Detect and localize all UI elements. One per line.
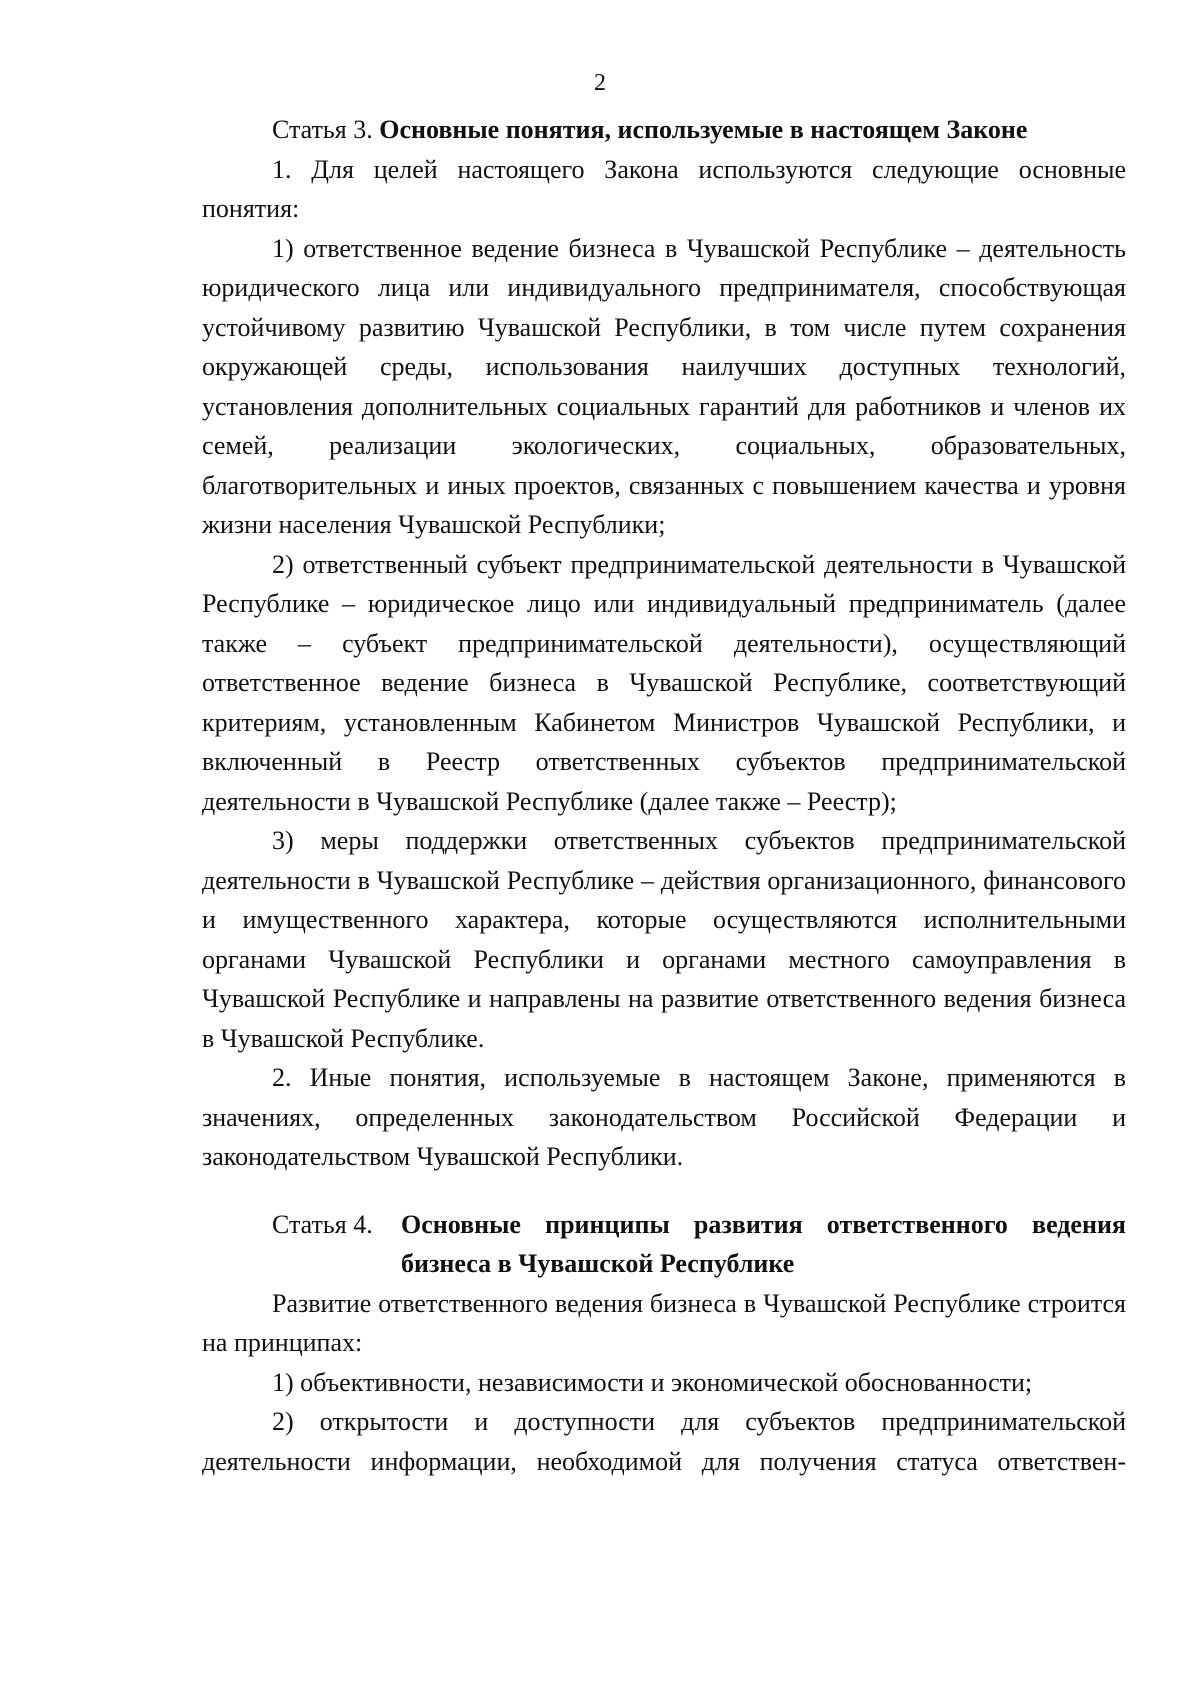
principle-2: 2) открытости и доступности для субъектов предпринимательской деятельности информации, необходимой для получения статуса ответствен- — [202, 1407, 1126, 1476]
article-3-paragraph-1: 1. Для целей настоящего Закона используются следующие основные понятия: — [202, 154, 1126, 223]
article-4-intro: Развитие ответственного ведения бизнеса в Чувашской Республике строится на принципах: — [202, 1288, 1126, 1357]
definition-3: 3) меры поддержки ответственных субъектов предпринимательской деятельности в Чувашской Республике – действия организационного, финансового и имущественного характера, которые осуществляются исполнительными органами Чувашской Республики и органами местного самоуправления в Чувашской Республике и направлены на развитие ответственного ведения бизнеса в Чувашской Республике. — [202, 826, 1126, 1053]
article-3-heading — [202, 110, 1126, 150]
article-3-label: Статья 3. — [272, 115, 373, 144]
article-3-title: Основные понятия, используемые в настоящем Законе — [379, 115, 1028, 144]
article-3-paragraph-2: 2. Иные понятия, используемые в настоящем Законе, применяются в значениях, определенных законодательством Российской Федерации и законодательством Чувашской Республики. — [202, 1063, 1126, 1171]
document-body — [202, 110, 1126, 1481]
article-4-title — [401, 1205, 1126, 1284]
article-4-title-line-2: бизнеса в Чувашской Республике — [401, 1249, 795, 1278]
page-number: 2 — [594, 70, 606, 96]
definition-2: 2) ответственный субъект предпринимательской деятельности в Чувашской Республике – юридическое лицо или индивидуальный предприниматель (далее также – субъект предпринимательской деятельности), осуществляющий ответственное ведение бизнеса в Чувашской Республике, соответствующий критериям, установленным Кабинетом Министров Чувашской Республики, и включенный в Реестр ответственных субъектов предпринимательской деятельности в Чувашской Республике (далее также – Реестр); — [202, 549, 1126, 816]
article-4-label: Статья 4. — [272, 1209, 373, 1239]
principle-1: 1) объективности, независимости и экономической обоснованности; — [272, 1367, 1033, 1397]
article-4-title-line-1: Основные принципы развития ответственного ведения — [401, 1209, 1126, 1239]
article-4-heading — [202, 1205, 1126, 1284]
definition-1: 1) ответственное ведение бизнеса в Чувашской Республике – деятельность юридического лица или индивидуального предпринимателя, способствующая устойчивому развитию Чувашской Республики, в том числе путем сохранения окружающей среды, использования наилучших доступных технологий, установления дополнительных социальных гарантий для работников и членов их семей, реализации экологических, социальных, образовательных, благотворительных и иных проектов, связанных с повышением качества и уровня жизни населения Чувашской Республики; — [202, 233, 1126, 539]
